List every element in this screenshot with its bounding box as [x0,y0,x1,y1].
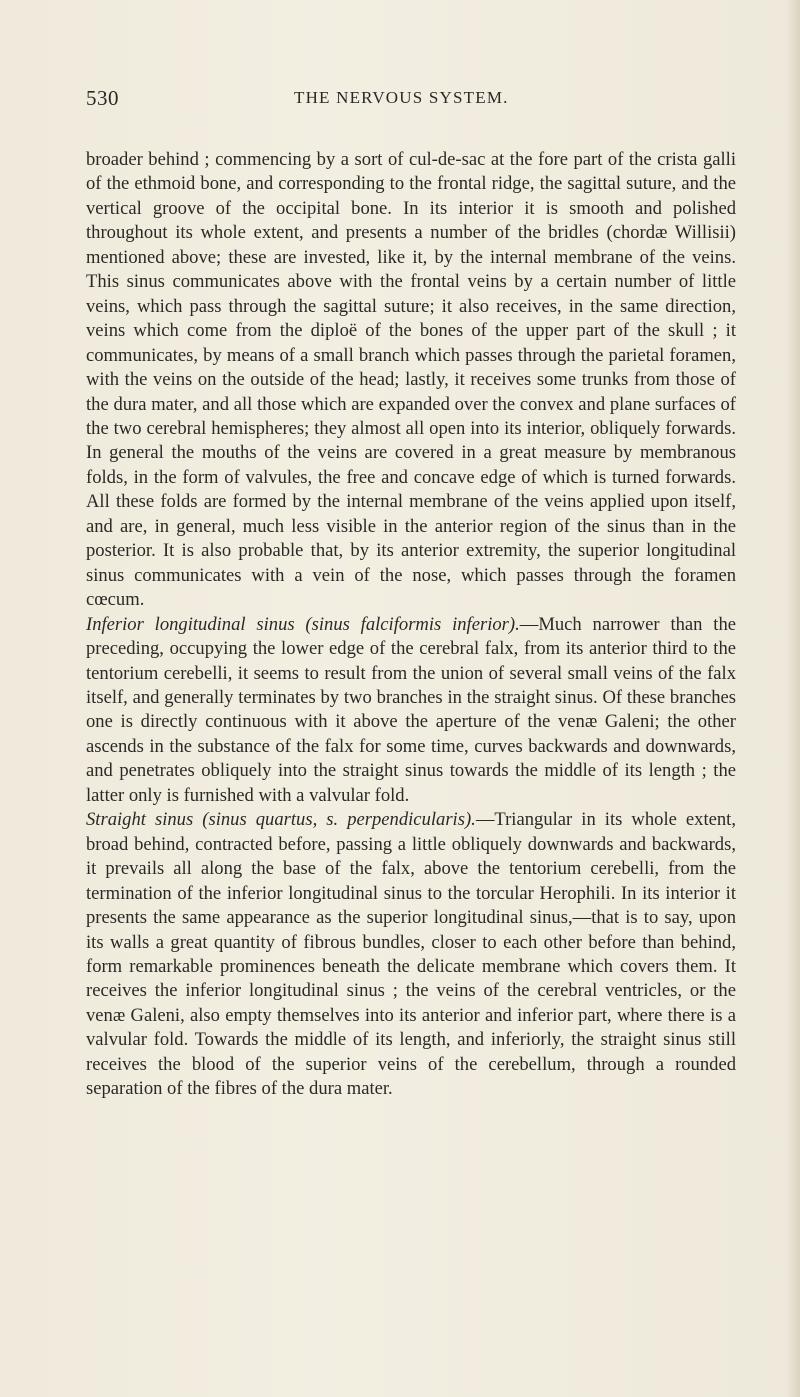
paragraph-superior-longitudinal-continued: broader behind ; commencing by a sort of cul-de-sac at the fore part of the crista galli of the ethmoid bone, and corresponding to the frontal ridge, the sagittal suture, and the vertical groove of the occipital bone. In its interior it is smooth and polished throughout its whole extent, and presents a number of the bridles (chordæ Willisii) mentioned above; these are invested, like it, by the internal membrane of the veins. This sinus communicates above with the frontal veins by a certain number of little veins, which pass through the sagittal suture; it also receives, in the same direction, veins which come from the diploë of the bones of the upper part of the skull ; it communicates, by means of a small branch which passes through the parietal foramen, with the veins on the outside of the head; lastly, it receives some trunks from those of the dura mater, and all those which are expanded over the convex and plane surfaces of the two cerebral hemispheres; they almost all open into its interior, obliquely forwards. In general the mouths of the veins are covered in a great measure by membranous folds, in the form of valvules, the free and concave edge of which is turned forwards. All these folds are formed by the internal membrane of the veins applied upon itself, and are, in general, much less visible in the anterior region of the sinus than in the posterior. It is also probable that, by its anterior extremity, the superior longitudinal sinus communicates with a vein of the nose, which passes through the foramen cœcum. [86,149,736,611]
body-text [86,148,736,1102]
paragraph-text: —Much narrower than the preceding, occupying the lower edge of the cerebral falx, from its anterior third to the tentorium cerebelli, it seems to result from the union of several small veins of the falx itself, and generally terminates by two branches in the straight sinus. Of these branches one is directly continuous with it above the aperture of the venæ Galeni; the other ascends in the substance of the falx for some time, curves backwards and downwards, and penetrates obliquely into the straight sinus towards the middle of its length ; the latter only is furnished with a valvular fold. [86,613,736,806]
page-number: 530 [86,86,119,110]
running-head: THE NERVOUS SYSTEM. [294,88,509,107]
paragraph-text: —Triangular in its whole extent, broad behind, contracted before, passing a little obliquely downwards and backwards, it prevails all along the base of the falx, above the tentorium cerebelli, from the termination of the inferior longitudinal sinus to the torcular Herophili. In its interior it presents the same appearance as the superior longitudinal sinus,—that is to say, upon its walls a great quantity of fibrous bundles, closer to each other before than behind, form remarkable prominences beneath the delicate membrane which covers them. It receives the inferior longitudinal sinus ; the veins of the cerebral ventricles, or the venæ Galeni, also empty themselves into its anterior and inferior part, where there is a valvular fold. Towards the middle of its length, and inferiorly, the straight sinus still receives the blood of the superior veins of the cerebellum, through a rounded separation of the fibres of the dura mater. [86,809,736,1100]
page-header [86,86,736,116]
paragraph-inferior-longitudinal-sinus [86,613,736,809]
section-heading-inferior-longitudinal: Inferior longitudinal sinus (sinus falciformis inferior). [86,613,520,635]
section-heading-straight-sinus: Straight sinus (sinus quartus, s. perpendicularis). [86,809,476,831]
page-edge-shadow [786,0,800,1397]
paragraph-straight-sinus [86,808,736,1101]
